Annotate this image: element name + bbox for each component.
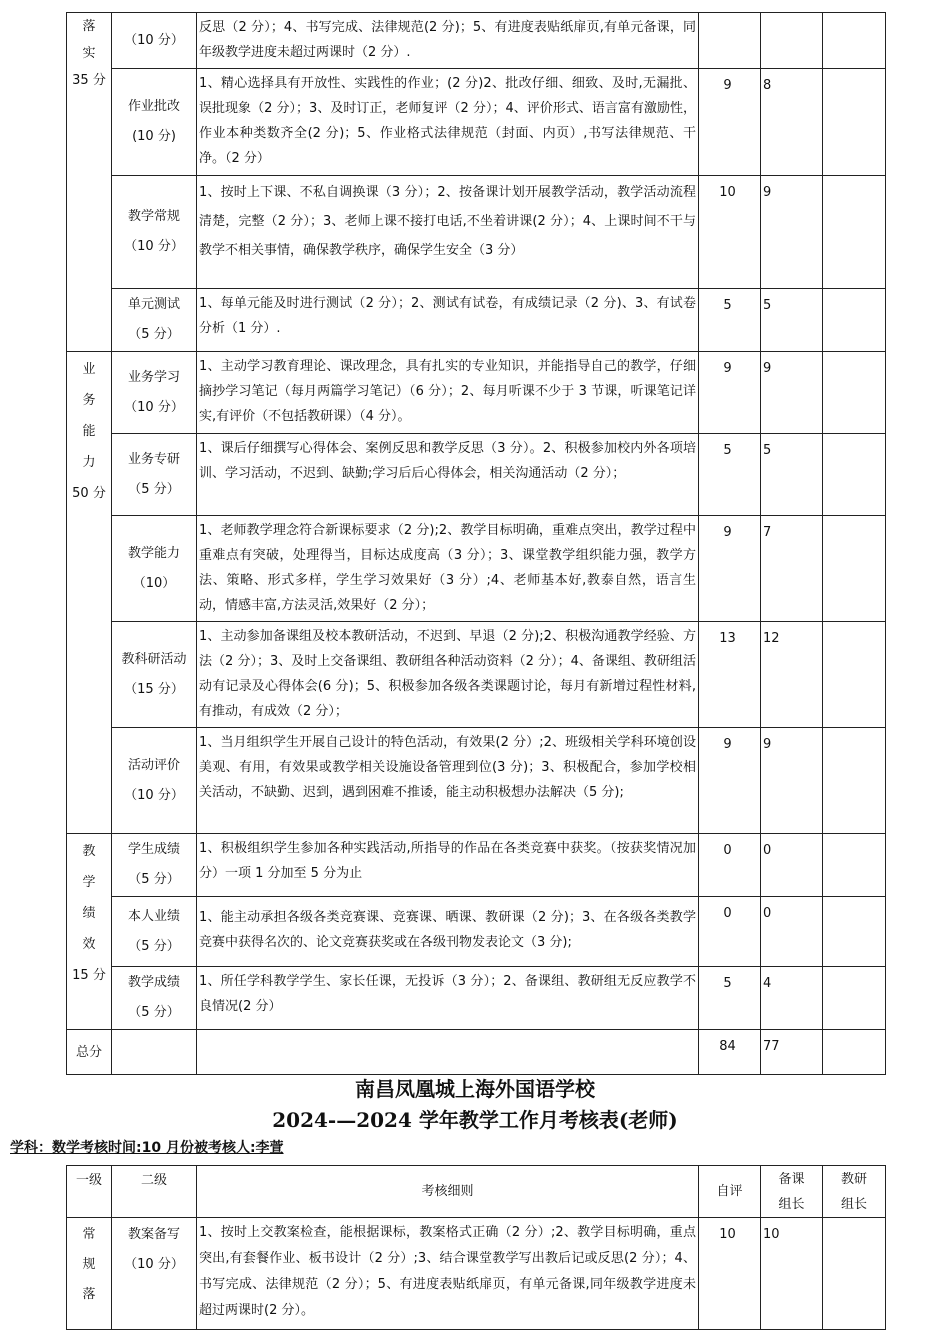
header-research-leader <box>823 1166 886 1218</box>
self-score-value: 5 <box>723 443 732 458</box>
research-leader-score <box>823 13 886 69</box>
detail-cell: 1、当月组织学生开展自己设计的特色活动，有效果(2 分）;2、班级相关学科环境创设美观、有用，有效果或教学相关设施设备管理到位(3 分)；3、积极配合，参加学校相关活动，不缺勤、迟到，遇到困难不推诿，能主动积极想办法解决（5 分); <box>197 728 699 834</box>
level2-label: 教学常规 （10 分） <box>124 209 184 254</box>
detail-cell: 1、主动参加备课组及校本教研活动，不迟到、早退（2 分);2、积极沟通教学经验、方法（2 分）；3、及时上交备课组、教研组各种活动资料（2 分）；4、备课组、教研组活动有记录及心得体会(6 分)；5、积极参加各级各类课题讨论，每月有新增过程性材料,有推动，有成效（2 分）； <box>197 622 699 728</box>
research-leader-score <box>823 834 886 897</box>
table-row <box>67 289 886 352</box>
group-leader-score <box>761 13 823 69</box>
subject-meta-line: 学科：数学考核时间:10 月份被考核人:李萱 <box>10 1140 284 1156</box>
category-level1-performance <box>67 834 112 1030</box>
self-score-value: 9 <box>723 525 732 540</box>
header-detail: 考核细则 <box>197 1166 699 1218</box>
level1-label: 教 学 绩 效 15 分 <box>72 844 106 983</box>
level2-label: 业务专研 （5 分） <box>127 451 180 497</box>
group-score-value: 5 <box>763 443 772 458</box>
detail-cell: 1、能主动承担各级各类竞赛课、竞赛课、晒课、教研课（2 分)；3、在各级各类教学竞赛中获得名次的、论文竞赛获奖或在各级刊物发表论文（3 分); <box>197 897 699 967</box>
level2-cell <box>112 897 197 967</box>
table-row <box>67 897 886 967</box>
group-leader-score <box>761 516 823 622</box>
assessment-table <box>66 1165 886 1330</box>
self-score-value: 10 <box>719 185 736 200</box>
category-level1-implementation <box>67 13 112 352</box>
group-score-value: 4 <box>763 976 772 991</box>
level2-cell <box>112 516 197 622</box>
self-score <box>699 897 761 967</box>
header-self: 自评 <box>699 1166 761 1218</box>
self-score <box>699 352 761 434</box>
table-row <box>67 69 886 176</box>
self-score-value: 10 <box>719 1227 736 1242</box>
research-leader-score <box>823 622 886 728</box>
self-score <box>699 13 761 69</box>
group-score-value: 0 <box>763 906 772 921</box>
self-score <box>699 967 761 1030</box>
level2-label: （10 分） <box>124 32 184 48</box>
table-row <box>67 516 886 622</box>
group-leader-score <box>761 176 823 289</box>
table-row <box>67 13 886 69</box>
total-row <box>67 1030 886 1075</box>
detail-cell: 反思（2 分）；4、书写完成、法律规范(2 分)；5、有进度表贴纸扉页,有单元备课，同年级教学进度未超过两课时（2 分）. <box>197 13 699 69</box>
group-leader-score <box>761 352 823 434</box>
detail-cell: 1、精心选择具有开放性、实践性的作业；(2 分)2、批改仔细、细致、及时,无漏批、误批现象（2 分）；3、及时订正，老师复评（2 分）；4、评价形式、语言富有激励性，作业本种类数齐全(2 分)；5、作业格式法律规范（封面、内页）,书写法律规范、干净。（2 分） <box>197 69 699 176</box>
self-score-value: 9 <box>723 78 732 93</box>
level2-label: 本人业绩 （5 分） <box>127 908 180 954</box>
self-score <box>699 69 761 176</box>
table-row <box>67 834 886 897</box>
level2-cell <box>112 967 197 1030</box>
total-research-score <box>823 1030 886 1075</box>
research-leader-score <box>823 967 886 1030</box>
level2-label: 作业批改 (10 分) <box>127 99 180 144</box>
self-score-value: 0 <box>723 843 732 858</box>
group-leader-score <box>761 1218 823 1330</box>
level2-cell <box>112 176 197 289</box>
table-row <box>67 622 886 728</box>
assessment-table-continued <box>66 12 886 1075</box>
self-score <box>699 176 761 289</box>
research-leader-score <box>823 516 886 622</box>
self-score-value: 13 <box>719 631 736 646</box>
level1-label: 落 实 35 分 <box>72 19 106 88</box>
self-score <box>699 728 761 834</box>
self-score-value: 0 <box>723 906 732 921</box>
level2-label: 业务学习 （10 分） <box>124 369 184 415</box>
self-score <box>699 1218 761 1330</box>
table-row <box>67 352 886 434</box>
level1-label: 业 务 能 力 50 分 <box>72 362 106 501</box>
detail-cell: 1、所任学科教学学生、家长任课，无投诉（3 分）；2、备课组、教研组无反应教学不良情况(2 分） <box>197 967 699 1030</box>
table-row <box>67 176 886 289</box>
header-level1: 一级 <box>67 1166 112 1218</box>
research-leader-score <box>823 897 886 967</box>
research-leader-score <box>823 176 886 289</box>
total-label: 总分 <box>67 1030 112 1075</box>
research-leader-score <box>823 69 886 176</box>
detail-cell: 1、积极组织学生参加各种实践活动,所指导的作品在各类竞赛中获奖。（按获奖情况加分）一项 1 分加至 5 分为止 <box>197 834 699 897</box>
group-leader-score <box>761 897 823 967</box>
header-group-label: 备课 组长 <box>778 1171 805 1212</box>
header-row <box>67 1166 886 1218</box>
self-score <box>699 434 761 516</box>
level2-label: 教学成绩 （5 分） <box>127 975 180 1020</box>
group-leader-score <box>761 728 823 834</box>
level2-cell <box>112 352 197 434</box>
category-level1-capability <box>67 352 112 834</box>
detail-cell: 1、每单元能及时进行测试（2 分）；2、测试有试卷，有成绩记录（2 分)、3、有试卷分析（1 分）. <box>197 289 699 352</box>
table-row <box>67 434 886 516</box>
category-level1-routine <box>67 1218 112 1330</box>
table-row <box>67 1218 886 1330</box>
detail-cell: 1、老师教学理念符合新课标要求（2 分);2、教学目标明确，重难点突出，教学过程中重难点有突破，处理得当，目标达成度高（3 分）；3、课堂教学组织能力强，教学方法、策略、形式多样，学生学习效果好（3 分）;4、老师基本好,教泰自然，语言生动，情感丰富,方法灵活,效果好（2 分）； <box>197 516 699 622</box>
group-leader-score <box>761 834 823 897</box>
group-leader-score <box>761 434 823 516</box>
self-score <box>699 622 761 728</box>
research-leader-score <box>823 728 886 834</box>
self-score <box>699 289 761 352</box>
total-self-score <box>699 1030 761 1075</box>
group-leader-score <box>761 967 823 1030</box>
form-title: 2024-—2024 学年教学工作月考核表(老师) <box>272 1108 678 1132</box>
group-score-value: 7 <box>763 525 772 540</box>
group-score-value: 8 <box>763 78 772 93</box>
group-score-value: 0 <box>763 843 772 858</box>
level2-label: 单元测试 （5 分） <box>127 297 180 342</box>
group-score-value: 5 <box>763 298 772 313</box>
header-research-label: 教研 组长 <box>840 1171 867 1212</box>
level2-cell <box>112 13 197 69</box>
level2-cell <box>112 834 197 897</box>
group-score-value: 9 <box>763 361 772 376</box>
group-leader-score <box>761 289 823 352</box>
table-row <box>67 728 886 834</box>
detail-cell: 1、课后仔细撰写心得体会、案例反思和教学反思（3 分）。2、积极参加校内外各项培训、学习活动，不迟到、缺勤;学习后后心得体会，相关沟通活动（2 分）； <box>197 434 699 516</box>
level1-label: 常 规 落 <box>82 1227 96 1302</box>
total-group-value: 77 <box>763 1039 780 1054</box>
level2-cell <box>112 728 197 834</box>
detail-cell: 1、主动学习教育理论、课改理念，具有扎实的专业知识，并能指导自己的教学，仔细摘抄学习笔记（每月两篇学习笔记）（6 分）；2、每月听课不少于 3 节课，听课笔记详实,有评价（不包括教研课）（4 分）。 <box>197 352 699 434</box>
group-score-value: 10 <box>763 1227 780 1242</box>
self-score <box>699 834 761 897</box>
group-leader-score <box>761 622 823 728</box>
level2-cell <box>112 434 197 516</box>
table-row <box>67 967 886 1030</box>
level2-cell <box>112 289 197 352</box>
total-self-value: 84 <box>719 1039 736 1054</box>
research-leader-score <box>823 434 886 516</box>
level2-label: 教科研活动 （15 分） <box>121 651 187 697</box>
level2-label: 教案备写 （10 分） <box>124 1227 184 1272</box>
research-leader-score <box>823 352 886 434</box>
level2-label: 活动评价 （10 分） <box>124 757 184 803</box>
level2-cell <box>112 622 197 728</box>
header-level2: 二级 <box>112 1166 197 1218</box>
group-leader-score <box>761 69 823 176</box>
group-score-value: 9 <box>763 185 772 200</box>
level2-label: 教学能力 （10） <box>127 545 180 591</box>
empty-cell <box>197 1030 699 1075</box>
self-score <box>699 516 761 622</box>
self-score-value: 5 <box>723 298 732 313</box>
group-score-value: 12 <box>763 631 780 646</box>
self-score-value: 5 <box>723 976 732 991</box>
total-group-score <box>761 1030 823 1075</box>
level2-cell <box>112 69 197 176</box>
detail-cell: 1、按时上下课、不私自调换课（3 分）；2、按备课计划开展教学活动，教学活动流程清楚，完整（2 分）；3、老师上课不接打电话,不坐着讲课(2 分）；4、上课时间不干与教学不相关事情，确保教学秩序，确保学生安全（3 分） <box>197 176 699 289</box>
self-score-value: 9 <box>723 361 732 376</box>
group-score-value: 9 <box>763 737 772 752</box>
level2-label: 学生成绩 （5 分） <box>127 842 180 887</box>
header-group-leader <box>761 1166 823 1218</box>
research-leader-score <box>823 289 886 352</box>
detail-cell: 1、按时上交教案检查，能根据课标，教案格式正确（2 分）;2、教学目标明确，重点突出,有套餐作业、板书设计（2 分）;3、结合课堂教学写出教后记或反思(2 分）；4、书写完成、法律规范（2 分）；5、有进度表贴纸扉页，有单元备课,同年级教学进度未超过两课时(2 分）。 <box>197 1218 699 1330</box>
research-leader-score <box>823 1218 886 1330</box>
empty-cell <box>112 1030 197 1075</box>
level2-cell <box>112 1218 197 1330</box>
school-name: 南昌凤凰城上海外国语学校 <box>355 1077 595 1101</box>
self-score-value: 9 <box>723 737 732 752</box>
